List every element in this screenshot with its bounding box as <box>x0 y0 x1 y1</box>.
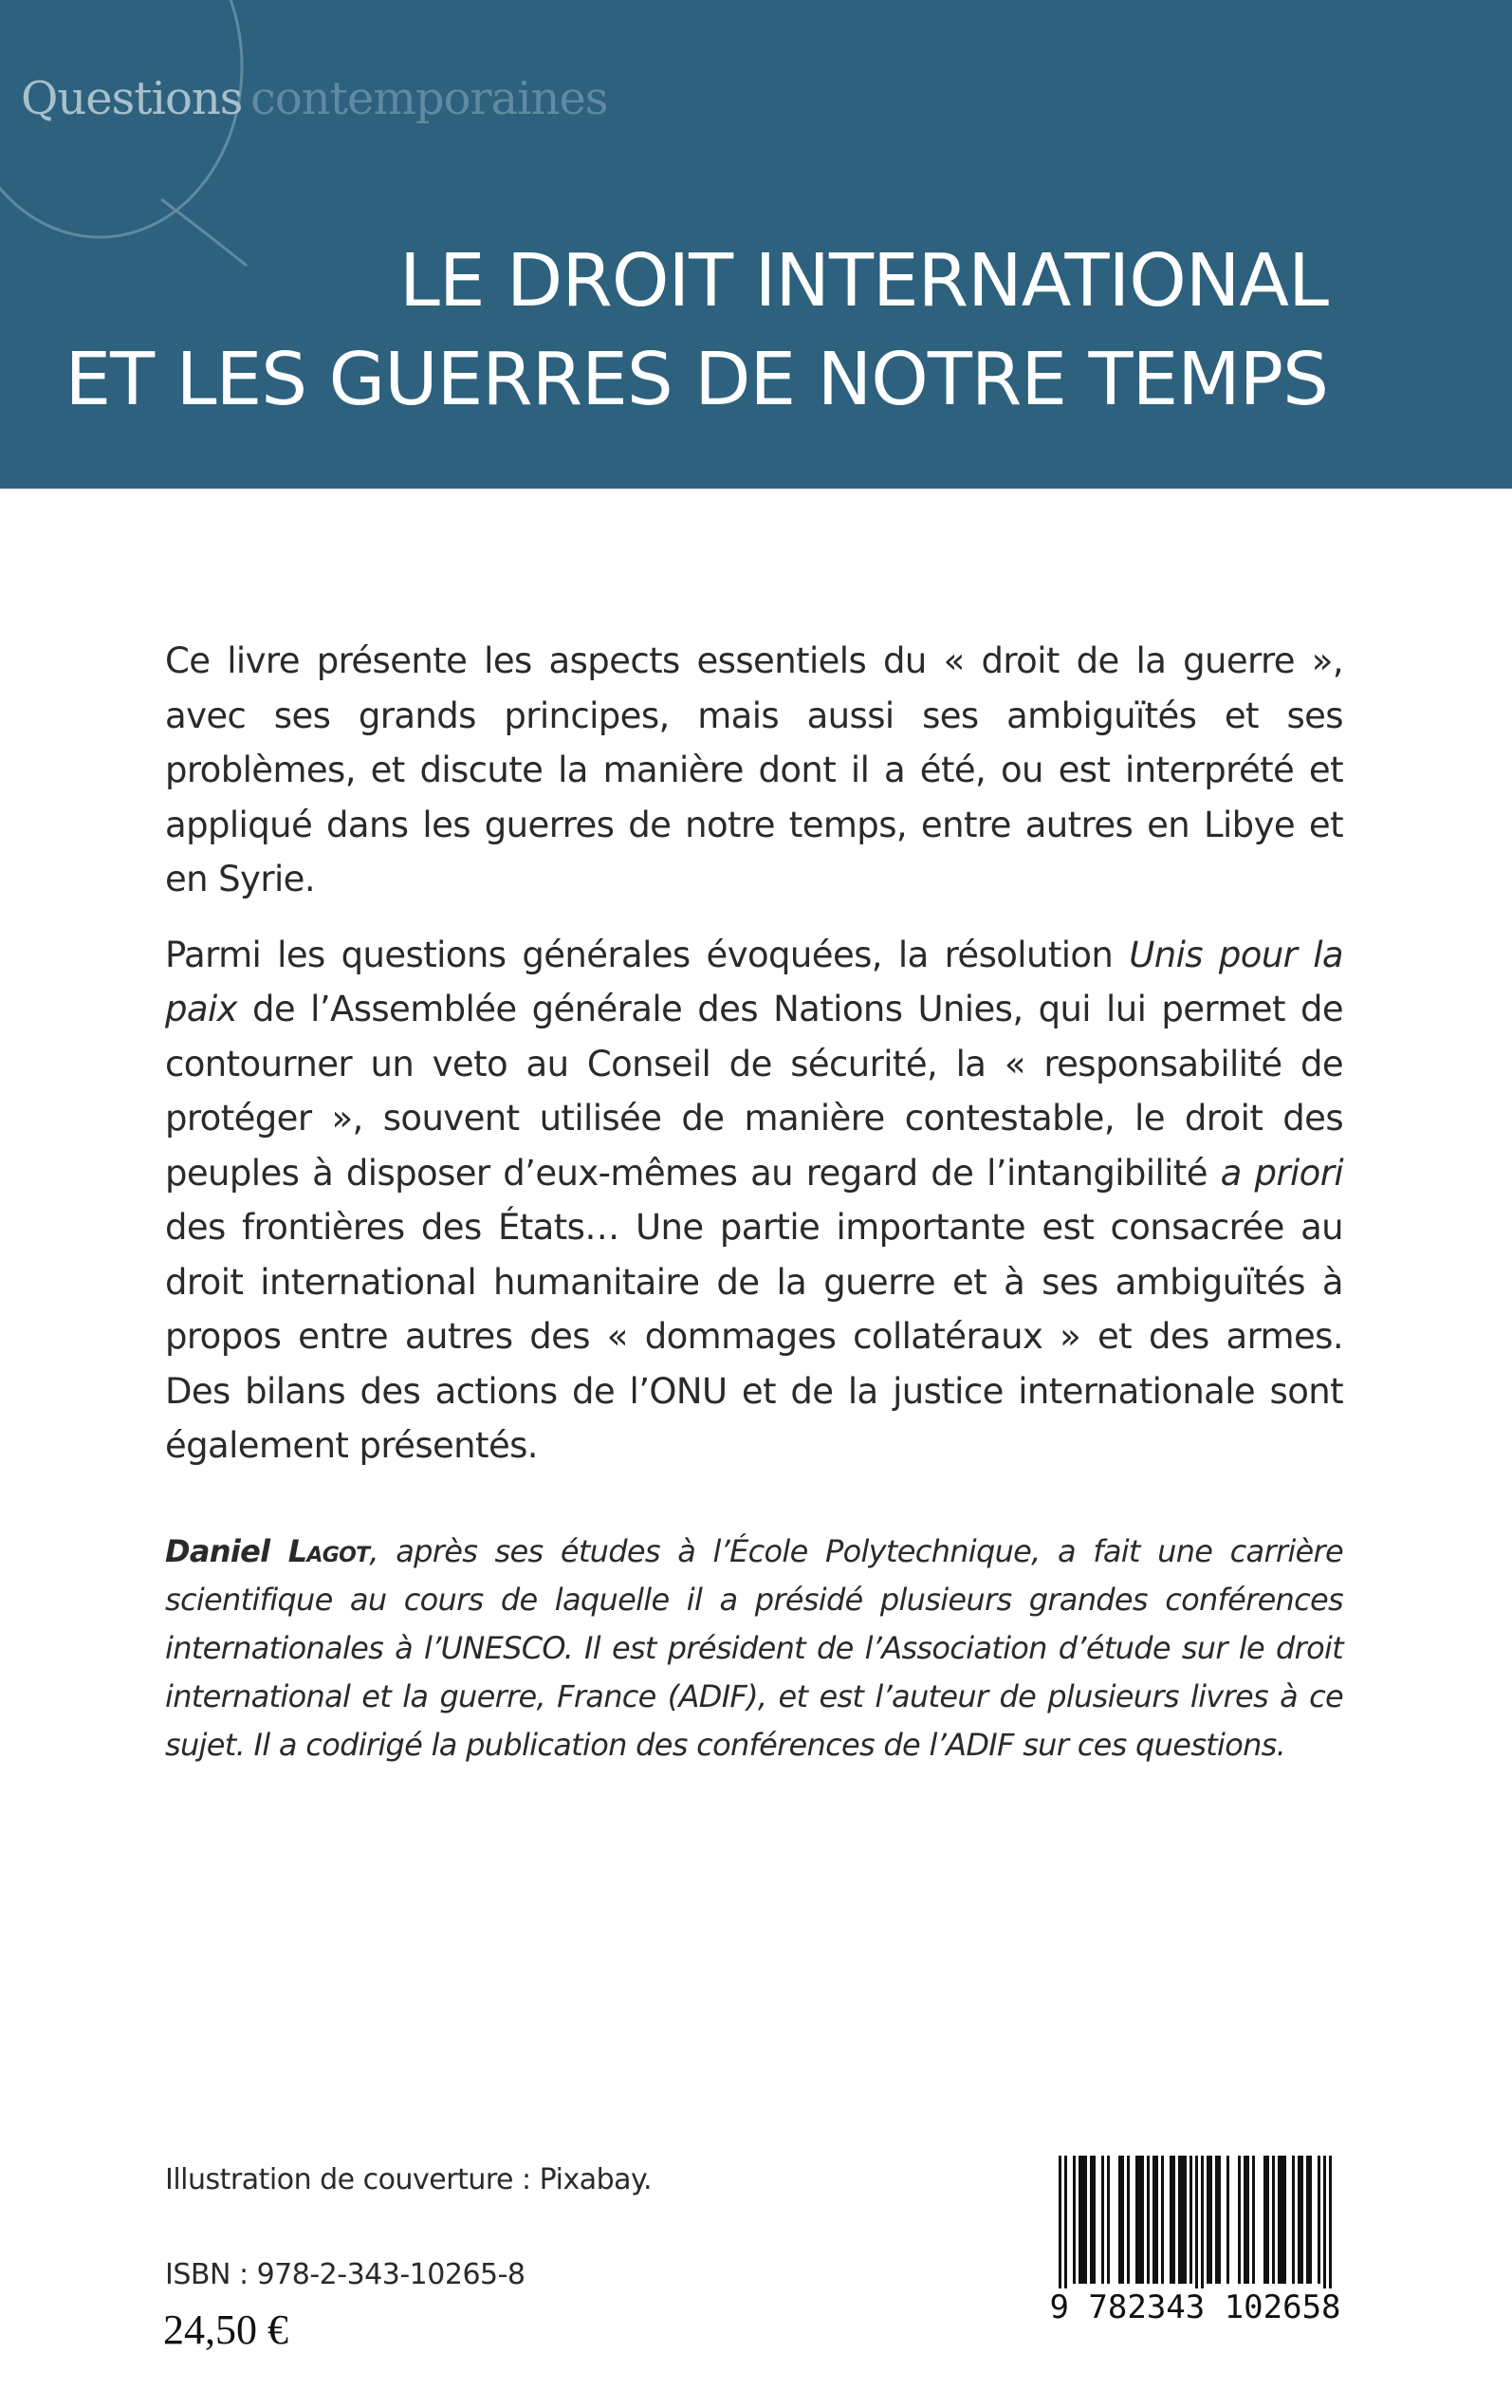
q-letter-icon <box>0 0 256 266</box>
barcode-bar <box>1195 2156 1198 2298</box>
book-summary <box>165 634 1343 1494</box>
barcode-bar <box>1147 2156 1150 2284</box>
barcode-bar <box>1178 2156 1187 2284</box>
summary-italic-unis-pour-la-paix: Unis pour la paix <box>165 934 1343 1029</box>
isbn-number: ISBN : 978-2-343-10265-8 <box>165 2258 526 2291</box>
book-title-line-1: LE DROIT INTERNATIONAL <box>399 239 1328 324</box>
barcode-bar <box>1073 2156 1076 2284</box>
barcode-bar <box>1059 2156 1061 2298</box>
barcode-bar <box>1298 2156 1303 2284</box>
author-last-name: Lagot <box>287 1533 370 1569</box>
barcode-bar <box>1306 2156 1312 2284</box>
barcode-bar <box>1101 2156 1104 2284</box>
barcode-bar <box>1244 2156 1249 2284</box>
barcode-bars <box>1053 2156 1337 2298</box>
series-name-questions: Questions <box>21 72 243 125</box>
barcode-bar <box>1329 2156 1332 2298</box>
barcode-bar <box>1170 2156 1175 2284</box>
barcode-bar <box>1107 2156 1110 2284</box>
author-bio-text: , après ses études à l’École Polytechnique, a fait une carrière scientifique au cours de laquelle il a présidé plusieurs grandes conférences internationales à l’UNESCO. Il est président de l’Association d’étude sur le droit international et la guerre, France (ADIF), et est l’auteur de plusieurs livres à ce sujet. Il a codirigé la publication des conférences de l’ADIF sur ces questions. <box>165 1533 1343 1763</box>
author-name <box>165 1533 369 1569</box>
barcode-bar <box>1161 2156 1164 2284</box>
book-price: 24,50 € <box>163 2306 288 2353</box>
barcode-bar <box>1215 2156 1221 2284</box>
cover-header-band <box>0 0 1512 489</box>
barcode-bar <box>1226 2156 1229 2284</box>
summary-paragraph-1: Ce livre présente les aspects essentiels du « droit de la guerre », avec ses grands principes, mais aussi ses ambiguïtés et ses problèmes, et discute la manière dont il a été, ou est interprété et appliqué dans les guerres de notre temps, entre autres en Libye et en Syrie. <box>165 640 1343 899</box>
author-first-name: Daniel <box>165 1533 288 1569</box>
summary-italic-a-priori: a priori <box>1220 1152 1344 1194</box>
barcode-bar <box>1207 2156 1212 2284</box>
barcode-bar <box>1189 2156 1192 2284</box>
book-title-line-2: ET LES GUERRES DE NOTRE TEMPS <box>65 338 1328 422</box>
barcode-bar <box>1278 2156 1286 2284</box>
barcode-bar <box>1127 2156 1130 2284</box>
barcode-bar <box>1238 2156 1241 2284</box>
barcode-bar <box>1252 2156 1255 2284</box>
barcode-bar <box>1118 2156 1124 2284</box>
barcode-bar <box>1079 2156 1087 2284</box>
author-bio <box>165 1528 1343 1769</box>
summary-paragraph-2-text-3: des frontières des États… Une partie importante est consacrée au droit international humanitaire de la guerre et à ses ambiguïtés à propos entre autres des « dommages collatéraux » et des armes. Des bilans des actions de l’ONU et de la justice internationale sont également présentés. <box>165 1207 1343 1466</box>
summary-paragraph-2 <box>165 928 1343 1473</box>
barcode-bar <box>1090 2156 1096 2284</box>
barcode-bar <box>1152 2156 1158 2284</box>
illustration-credit: Illustration de couverture : Pixabay. <box>165 2163 653 2196</box>
barcode-icon <box>1043 2146 1347 2332</box>
book-title <box>65 232 1328 430</box>
barcode-bar <box>1064 2156 1067 2298</box>
barcode-bar <box>1135 2156 1144 2284</box>
barcode-bar <box>1272 2156 1275 2284</box>
barcode-digits: 9 782343 102658 <box>1043 2288 1347 2326</box>
barcode-bar <box>1263 2156 1269 2284</box>
barcode-bar <box>1292 2156 1295 2284</box>
summary-paragraph-2-text-1: Parmi les questions générales évoquées, la résolution <box>165 934 1130 975</box>
barcode-bar <box>1201 2156 1204 2298</box>
summary-paragraph-2-text-2: de l’Assemblée générale des Nations Unies, qui lui permet de contourner un veto au Conseil de sécurité, la « responsabilité de protéger », souvent utilisée de manière contestable, le droit des peuples à disposer d’eux-mêmes au regard de l’intangibilité <box>165 989 1343 1194</box>
barcode-bar <box>1323 2156 1326 2298</box>
barcode-bar <box>1318 2156 1320 2284</box>
series-name-contemporaines: contemporaines <box>250 72 608 125</box>
